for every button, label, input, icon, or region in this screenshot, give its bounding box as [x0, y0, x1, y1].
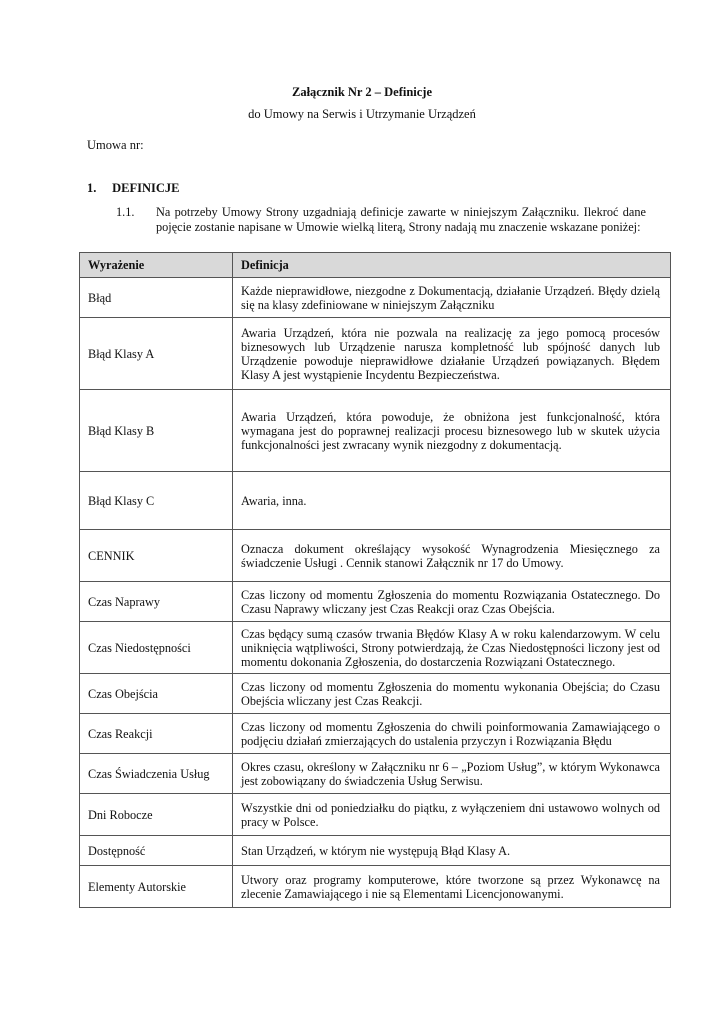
definition-cell: Stan Urządzeń, w którym nie występują Błąd Klasy A. [233, 836, 671, 866]
clause-number: 1.1. [116, 205, 135, 219]
table-row [80, 674, 671, 714]
term-cell: Czas Świadczenia Usług [80, 754, 233, 794]
term-cell: Błąd Klasy C [80, 472, 233, 530]
term-cell: Czas Reakcji [80, 714, 233, 754]
term-cell: Czas Naprawy [80, 582, 233, 622]
table-row [80, 794, 671, 836]
header-term: Wyrażenie [80, 253, 233, 278]
table-row [80, 714, 671, 754]
table-row [80, 836, 671, 866]
table-row [80, 318, 671, 390]
definition-cell: Awaria Urządzeń, która powoduje, że obniżona jest funkcjonalność, która wymagana jest do poprawnej realizacji procesu biznesowego lub w skutek użycia funkcjonalności jest zwracany wynik niezgodny z dokumentacją. [233, 390, 671, 472]
clause-text: Na potrzeby Umowy Strony uzgadniają definicje zawarte w niniejszym Załączniku. Ilekroć dane pojęcie zostanie napisane w Umowie wielką literą, Strony nadają mu znaczenie wskazane poniżej: [156, 205, 646, 234]
section-number: 1. [87, 181, 97, 195]
section-heading [87, 181, 180, 196]
term-cell: Błąd [80, 278, 233, 318]
table-row [80, 530, 671, 582]
table-row [80, 472, 671, 530]
term-cell: CENNIK [80, 530, 233, 582]
table-row [80, 866, 671, 908]
table-row [80, 582, 671, 622]
term-cell: Błąd Klasy B [80, 390, 233, 472]
definition-cell: Awaria, inna. [233, 472, 671, 530]
definitions-table [79, 252, 671, 908]
document-title: Załącznik Nr 2 – Definicje [291, 85, 433, 99]
clause-1-1 [116, 205, 646, 235]
header-definition: Definicja [233, 253, 671, 278]
document-subtitle: do Umowy na Serwis i Utrzymanie Urządzeń [248, 107, 476, 121]
section-title: DEFINICJE [112, 181, 180, 195]
term-cell: Czas Obejścia [80, 674, 233, 714]
table-row [80, 278, 671, 318]
definition-cell: Czas liczony od momentu Zgłoszenia do chwili poinformowania Zamawiającego o podjęciu działań zmierzających do ustalenia przyczyn i Rozwiązania Błędu [233, 714, 671, 754]
definition-cell: Każde nieprawidłowe, niezgodne z Dokumentacją, działanie Urządzeń. Błędy dzielą się na klasy zdefiniowane w niniejszym Załączniku [233, 278, 671, 318]
definition-cell: Czas liczony od momentu Zgłoszenia do momentu Rozwiązania Ostatecznego. Do Czasu Naprawy wliczany jest Czas Reakcji oraz Czas Obejścia. [233, 582, 671, 622]
table-header-row [80, 253, 671, 278]
definition-cell: Oznacza dokument określający wysokość Wynagrodzenia Miesięcznego za świadczenie Usługi . Cennik stanowi Załącznik nr 17 do Umowy. [233, 530, 671, 582]
term-cell: Elementy Autorskie [80, 866, 233, 908]
definition-cell: Czas będący sumą czasów trwania Błędów Klasy A w roku kalendarzowym. W celu uniknięcia wątpliwości, Strony potwierdzają, że Czas Niedostępności liczony jest od momentu dokonania Zgłoszenia, do dostarczenia Rozwiązani Ostatecznego. [233, 622, 671, 674]
term-cell: Dostępność [80, 836, 233, 866]
definition-cell: Wszystkie dni od poniedziałku do piątku, z wyłączeniem dni ustawowo wolnych od pracy w Polsce. [233, 794, 671, 836]
definition-cell: Utwory oraz programy komputerowe, które tworzone są przez Wykonawcę na zlecenie Zamawiającego i nie są Elementami Licencjonowanymi. [233, 866, 671, 908]
term-cell: Błąd Klasy A [80, 318, 233, 390]
table-row [80, 390, 671, 472]
contract-number-label: Umowa nr: [87, 138, 144, 152]
definition-cell: Awaria Urządzeń, która nie pozwala na realizację za jego pomocą procesów biznesowych lub Urządzenie narusza kompletność lub spójność danych lub Urządzenie powoduje nieprawidłowe działanie Urządzeń powiązanych. Błędem Klasy A jest wystąpienie Incydentu Bezpieczeństwa. [233, 318, 671, 390]
definition-cell: Czas liczony od momentu Zgłoszenia do momentu wykonania Obejścia; do Czasu Obejścia wliczany jest Czas Reakcji. [233, 674, 671, 714]
term-cell: Czas Niedostępności [80, 622, 233, 674]
term-cell: Dni Robocze [80, 794, 233, 836]
table-row [80, 622, 671, 674]
definition-cell: Okres czasu, określony w Załączniku nr 6 – „Poziom Usług”, w którym Wykonawca jest zobowiązany do świadczenia Usług Serwisu. [233, 754, 671, 794]
table-row [80, 754, 671, 794]
